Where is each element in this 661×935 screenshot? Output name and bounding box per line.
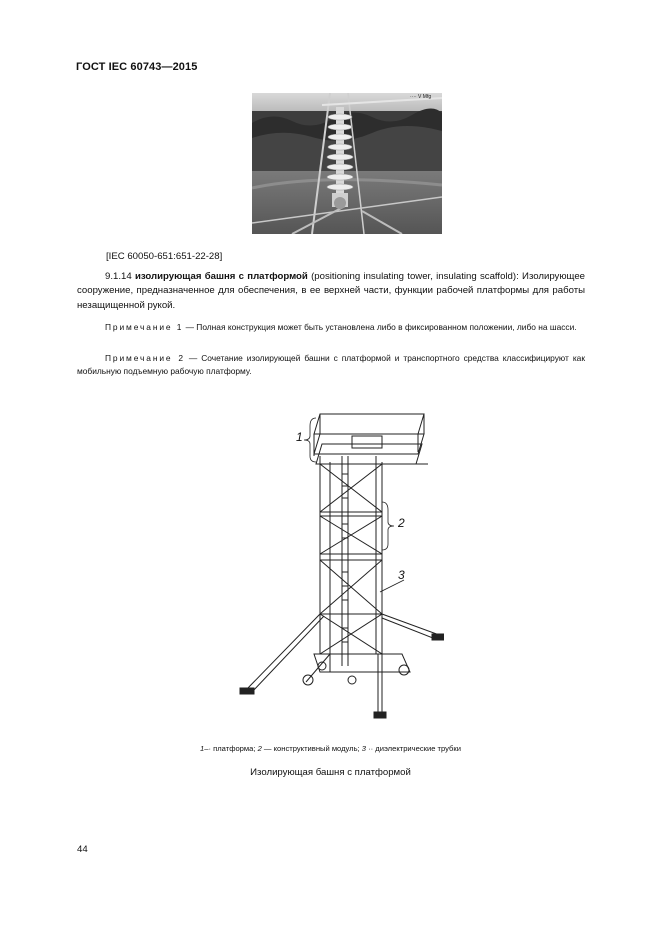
definition-number: 9.1.14 <box>105 271 132 282</box>
note-2-label: Примечание 2 <box>105 353 185 363</box>
iec-reference: [IEC 60050-651:651-22-28] <box>106 251 223 262</box>
definition-paragraph <box>77 270 585 313</box>
definition-term: изолирующая башня с платформой <box>134 271 308 282</box>
callout-1: 1 <box>296 430 303 444</box>
tower-diagram <box>232 404 444 726</box>
definition-text: Изолирующее сооружение, предназначенное для обеспечения, в ее верхней части, функции рабочей платформы для работы незащищенной рукой. <box>77 271 585 311</box>
note-1-text: Полная конструкция может быть установлена либо в фиксированном положении, либо на шасси. <box>196 322 577 332</box>
callout-3: 3 <box>398 568 405 582</box>
figure-legend <box>0 744 661 753</box>
callout-bracket-2 <box>382 502 394 550</box>
note-1-label: Примечание 1 <box>105 322 184 332</box>
document-header: ГОСТ IEC 60743—2015 <box>76 61 198 73</box>
note-2-text: Сочетание изолирующей башни с платформой и транспортного средства классифицируют как мобильную подъемную рабочую платформу. <box>77 353 585 377</box>
figure-caption: Изолирующая башня с платформой <box>250 767 411 778</box>
legend-text-1: –· платформа; <box>204 744 258 753</box>
photo-drawing <box>252 93 442 234</box>
callout-2: 2 <box>398 516 405 530</box>
legend-text-2: — конструктивный модуль; <box>261 744 362 753</box>
photo-scale-text: ···· V Mfg <box>410 94 432 100</box>
definition-english: (positioning insulating tower, insulating scaffold): <box>311 271 519 282</box>
insulator-photo <box>252 93 442 234</box>
tower-drawing <box>232 404 444 726</box>
legend-num-3: 3 <box>361 744 367 753</box>
legend-text-3: ·· диэлектрические трубки <box>366 744 461 753</box>
note-1 <box>77 321 585 334</box>
note-1-dash: — <box>183 322 197 332</box>
note-2-dash: — <box>184 353 202 363</box>
outrigger-right <box>382 614 442 636</box>
legend-num-2: 2 <box>257 744 262 753</box>
note-2 <box>77 352 585 378</box>
legend-num-1: 1 <box>200 744 205 753</box>
platform-top-rail <box>314 414 424 434</box>
page-number: 44 <box>77 844 88 855</box>
